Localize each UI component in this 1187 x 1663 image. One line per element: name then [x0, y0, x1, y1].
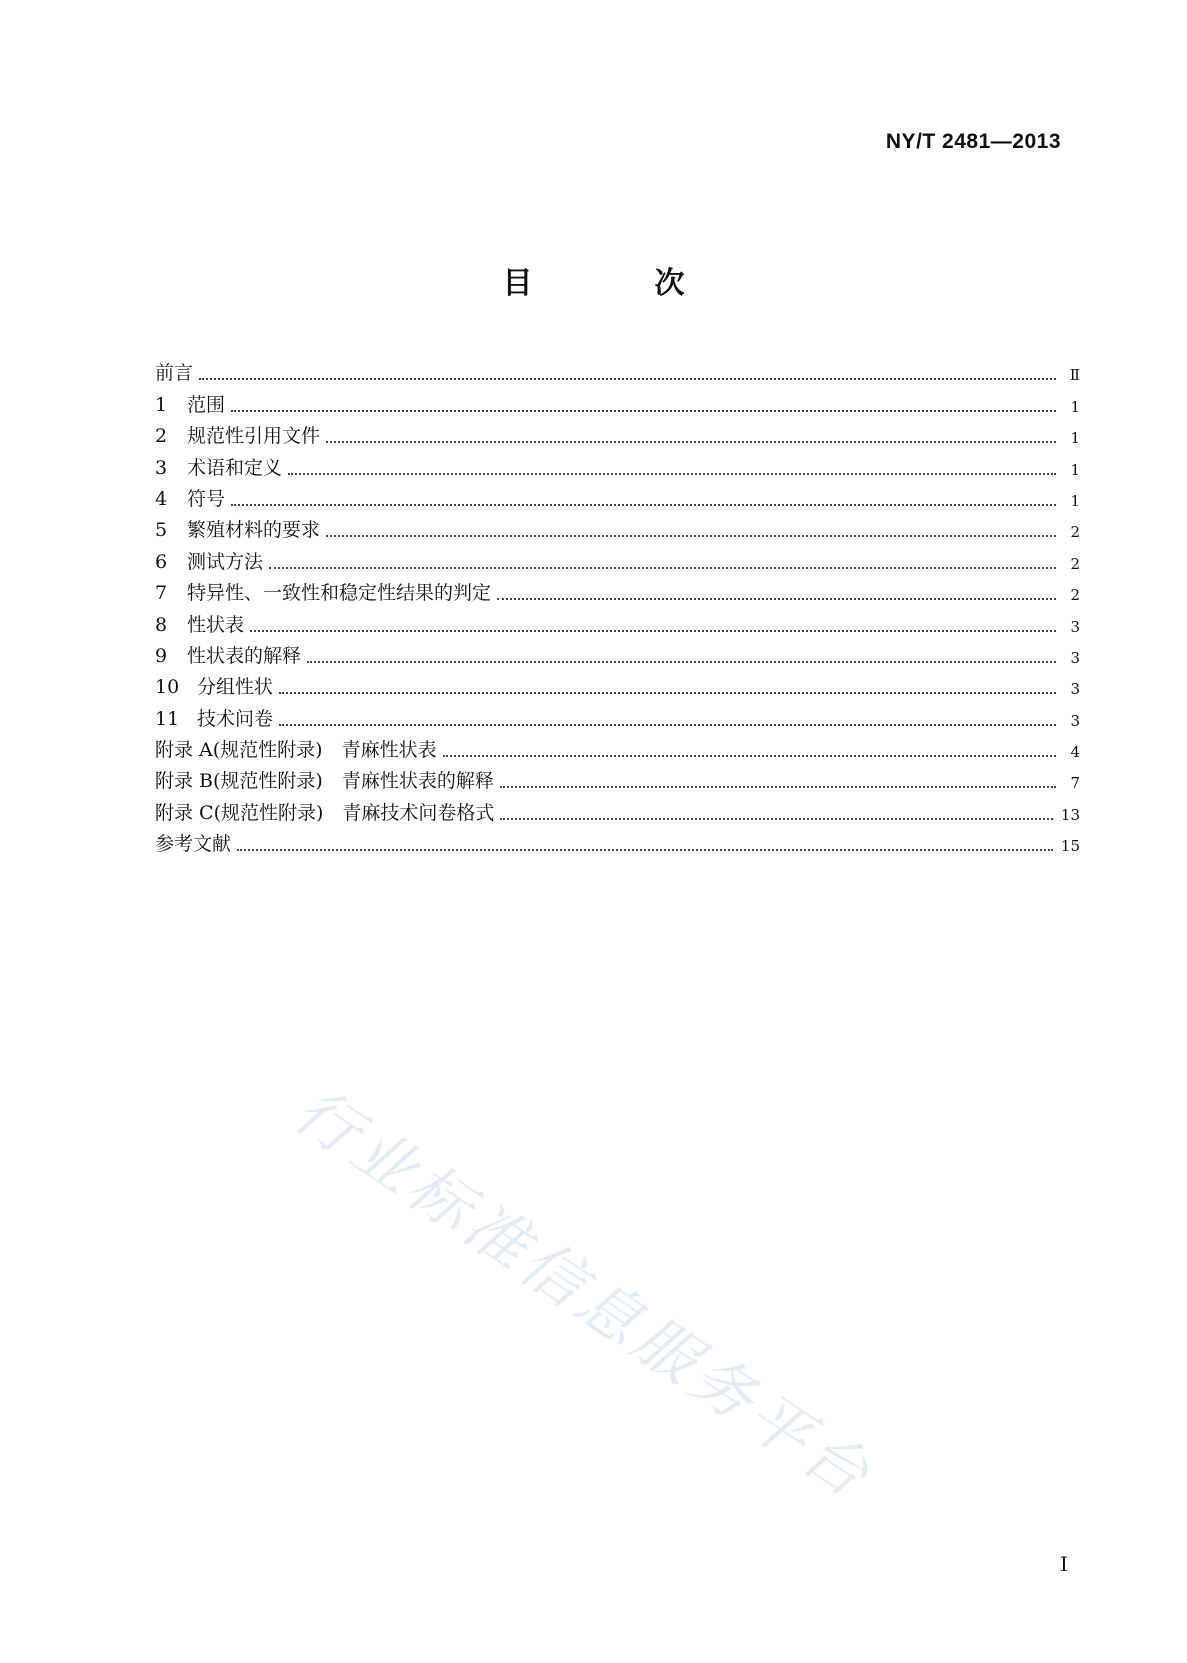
toc-entry-number: 3 — [155, 456, 168, 479]
toc-entry[interactable] — [155, 478, 1080, 509]
watermark: 行业标准信息服务平台 — [281, 1073, 887, 1515]
toc-entry-title: 特异性、一致性和稳定性结果的判定 — [187, 582, 492, 605]
toc-leader-dots — [250, 629, 1056, 632]
toc-entry-title: 性状表 — [187, 613, 245, 636]
toc-entry-title: 分组性状 — [197, 676, 274, 699]
toc-entry-title: 参考文献 — [155, 833, 232, 856]
toc-entry-page: 2 — [1070, 523, 1080, 542]
toc-entry-number: 4 — [155, 487, 168, 510]
toc-entry-title: 附录 B(规范性附录) 青麻性状表的解释 — [155, 770, 494, 793]
toc-entry-title: 术语和定义 — [187, 456, 283, 479]
toc-entry[interactable] — [155, 352, 1080, 383]
toc-entry-page: Ⅱ — [1069, 366, 1080, 385]
toc-entry-page: 3 — [1070, 711, 1080, 730]
toc-entry[interactable] — [155, 666, 1080, 697]
toc-entry-title: 前言 — [155, 362, 194, 385]
toc-leader-dots — [231, 503, 1056, 506]
toc-entry-page: 1 — [1070, 460, 1080, 479]
toc-entry-title: 附录 C(规范性附录) 青麻技术问卷格式 — [155, 801, 495, 824]
toc-entry[interactable] — [155, 603, 1080, 634]
toc-entry[interactable] — [155, 415, 1080, 446]
toc-leader-dots — [231, 409, 1056, 412]
toc-entry-page: 7 — [1070, 774, 1080, 793]
toc-entry-page: 2 — [1070, 554, 1080, 573]
toc-entry-title: 繁殖材料的要求 — [187, 519, 321, 542]
toc-entry-number: 6 — [155, 550, 168, 573]
toc-entry-number: 8 — [155, 613, 168, 636]
toc-entry-number: 7 — [155, 582, 168, 605]
toc-entry-page: 15 — [1060, 837, 1080, 856]
standard-code: NY/T 2481—2013 — [885, 130, 1061, 153]
toc-entry-number: 5 — [155, 519, 168, 542]
toc-entry[interactable] — [155, 697, 1080, 728]
toc-entry-title: 性状表的解释 — [187, 644, 302, 667]
toc-entry[interactable] — [155, 823, 1080, 854]
toc-leader-dots — [443, 754, 1056, 757]
toc-leader-dots — [307, 660, 1056, 663]
toc-leader-dots — [288, 472, 1056, 475]
page-number: Ⅰ — [1060, 1552, 1068, 1576]
table-of-contents — [155, 352, 1080, 854]
toc-entry[interactable] — [155, 383, 1080, 414]
toc-entry-number: 9 — [155, 644, 168, 667]
toc-entry-title: 范围 — [187, 393, 226, 416]
toc-leader-dots — [497, 597, 1056, 600]
toc-entry-page: 3 — [1070, 680, 1080, 699]
toc-leader-dots — [279, 723, 1056, 726]
toc-entry-title: 附录 A(规范性附录) 青麻性状表 — [155, 739, 437, 762]
toc-leader-dots — [326, 440, 1056, 443]
toc-leader-dots — [199, 377, 1056, 380]
toc-entry-page: 13 — [1060, 805, 1080, 824]
toc-entry[interactable] — [155, 446, 1080, 477]
toc-entry[interactable] — [155, 572, 1080, 603]
toc-entry[interactable] — [155, 729, 1080, 760]
toc-leader-dots — [269, 566, 1056, 569]
toc-leader-dots — [326, 534, 1056, 537]
toc-leader-dots — [500, 817, 1053, 820]
toc-entry[interactable] — [155, 635, 1080, 666]
toc-entry[interactable] — [155, 791, 1080, 822]
toc-leader-dots — [237, 848, 1053, 851]
toc-entry-page: 3 — [1070, 617, 1080, 636]
toc-entry-number: 2 — [155, 425, 168, 448]
toc-entry[interactable] — [155, 540, 1080, 571]
toc-leader-dots — [279, 691, 1056, 694]
toc-entry-page: 4 — [1070, 743, 1080, 762]
toc-entry-number: 10 — [155, 676, 180, 699]
toc-entry[interactable] — [155, 760, 1080, 791]
toc-entry-page: 3 — [1070, 648, 1080, 667]
toc-entry-number: 11 — [155, 707, 180, 730]
toc-entry-page: 1 — [1070, 491, 1080, 510]
toc-entry-page: 2 — [1070, 586, 1080, 605]
toc-title: 目 次 — [502, 266, 731, 301]
toc-entry-title: 技术问卷 — [197, 707, 274, 730]
toc-entry-title: 符号 — [187, 487, 226, 510]
toc-entry[interactable] — [155, 509, 1080, 540]
toc-entry-title: 测试方法 — [187, 550, 264, 573]
toc-entry-title: 规范性引用文件 — [187, 425, 321, 448]
toc-entry-page: 1 — [1070, 397, 1080, 416]
toc-entry-number: 1 — [155, 393, 168, 416]
toc-entry-page: 1 — [1070, 429, 1080, 448]
toc-leader-dots — [500, 785, 1056, 788]
